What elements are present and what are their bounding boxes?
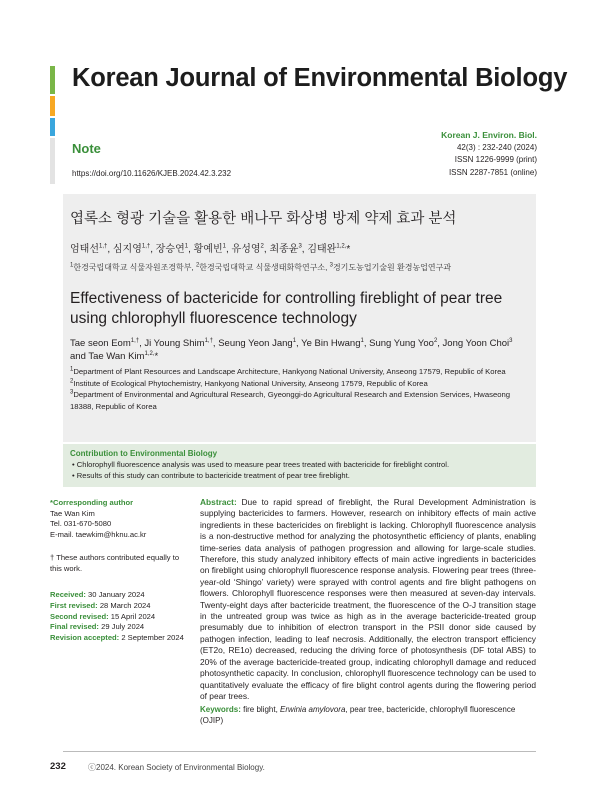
keywords bbox=[200, 704, 536, 726]
equal-contribution-note: † These authors contributed equally to this work. bbox=[50, 552, 180, 573]
doi-link[interactable]: https://doi.org/10.11626/KJEB.2024.42.3.232 bbox=[72, 169, 232, 178]
date-row bbox=[50, 633, 190, 644]
journal-abbrev: Korean J. Environ. Biol. bbox=[441, 130, 537, 140]
date-value: 28 March 2024 bbox=[99, 600, 151, 610]
copyright: ⓒ2024. Korean Society of Environmental Biology. bbox=[88, 763, 265, 772]
issn-print: ISSN 1226-9999 (print) bbox=[454, 155, 537, 165]
contribution-item: • Chlorophyll fluorescence analysis was used to measure pear trees treated with bactericide for fireblight control. bbox=[72, 460, 449, 471]
date-row bbox=[50, 622, 190, 633]
korean-affiliations: $^1$한경국립대학교 식물자원조경학부, $^2$한경국립대학교 식물생태화학연구소, $^3$경기도농업기술원 환경농업연구과 bbox=[70, 262, 452, 272]
date-row bbox=[50, 590, 190, 601]
date-value: 29 July 2024 bbox=[101, 622, 145, 632]
citation-block bbox=[441, 129, 537, 179]
volume-info: 42(3) : 232-240 (2024) bbox=[456, 142, 537, 152]
date-label: Second revised: bbox=[50, 611, 109, 621]
korean-authors: 엄태선$^{1,\dagger}$, 심지영$^{1,\dagger}$, 장승연$^1$, 황예빈$^1$, 유성영$^2$, 최종윤$^3$, 김태완$^{1,2,}$* bbox=[70, 243, 351, 255]
abstract-label: Abstract: bbox=[200, 497, 237, 507]
color-bar-grey bbox=[50, 138, 55, 184]
date-row bbox=[50, 601, 190, 612]
dates-block bbox=[50, 590, 190, 644]
page-number: 232 bbox=[50, 761, 66, 772]
issn-online: ISSN 2287-7851 (online) bbox=[448, 167, 537, 177]
date-label: First revised: bbox=[50, 600, 98, 610]
corresponding-name: Tae Wan Kim bbox=[50, 508, 95, 518]
date-label: Final revised: bbox=[50, 622, 99, 632]
abstract-text: Due to rapid spread of fireblight, the Rural Development Administration is supplying bactericides to farmers. However, research on inhibitory effects of main active ingredients in these bactericides on fireblight is lacking. Chlorophyll fluorescence analysis is a non-destructive method for analyzing the photosynthetic efficiency of plants, enabling time-series data analysis of pathogen progression and allowing for large-scale studies. Therefore, this study analyzed inhibitory effects of main active ingredients in bactericides on fireblight using chlorophyll fluorescence response analysis. Flowering pear trees (three-year-old ‘Shingo’ variety) were sprayed with control agents and fire blight pathogens on flowers. Chlorophyll fluorescence responses were then measured at seven-day intervals. Twenty-eight days after bactericide treatment, the fluorescence of the O-J transition stage in the untreated group was twice as high as in the average bactericide-treated group presumably due to inhibition of electron transport in the PSII donor side caused by pathogen infection, leading to leaf necrosis. Additionally, the electron transport efficiency (ET2o, RE1o) decreased, reducing the driving force of photosynthesis (DF total ABS) to 20% of the average bactericide-treated group, indicating chlorophyll damage and reduced photosynthetic capacity. In conclusion, chlorophyll fluorescence technology can be used to quantitatively evaluate the efficacy of fire blight control agents during the flowering period of pear trees. bbox=[200, 497, 536, 701]
corresponding-email[interactable]: E-mail. taewkim@hknu.ac.kr bbox=[50, 530, 147, 540]
date-value: 2 September 2024 bbox=[121, 633, 184, 643]
corresponding-label: *Corresponding author bbox=[50, 498, 134, 507]
article-type: Note bbox=[72, 141, 101, 156]
contribution-item: • Results of this study can contribute to bactericide treatment of pear tree fireblight. bbox=[72, 471, 449, 482]
keywords-label: Keywords: bbox=[200, 705, 241, 714]
date-row bbox=[50, 612, 190, 623]
color-bar-green bbox=[50, 66, 55, 94]
keywords-text: fire blight, Erwinia amylovora, pear tree, bactericide, chlorophyll fluorescence (OJIP) bbox=[200, 705, 516, 725]
abstract bbox=[200, 497, 536, 702]
date-label: Revision accepted: bbox=[50, 633, 120, 643]
corresponding-tel: Tel. 031-670-5080 bbox=[50, 519, 112, 529]
english-affiliations: $^1$Department of Plant Resources and Landscape Architecture, Hankyong National University, Anseong 17579, Republic of Korea $^2$Institute of Ecological Phytochemistry, Hankyong National University, Anseong 17579, Republic of Korea $^3$Department of Environmental and Agricultural Research, Gyeonggi-do Agricultural Research and Extension Services, Hwaseong 18388, Republic of Korea bbox=[70, 366, 511, 411]
contribution-title: Contribution to Environmental Biology bbox=[70, 449, 218, 458]
color-bar-blue bbox=[50, 118, 55, 136]
english-authors: Tae seon Eom$^{1,\dagger}$, Ji Young Shim$^{1,\dagger}$, Seung Yeon Jang$^1$, Ye Bin Hwang$^1$, Sung Yung Yoo$^2$, Jong Yoon Choi$^3$ and Tae Wan Kim$^{1,2,}$* bbox=[70, 337, 513, 362]
contribution-list bbox=[72, 460, 449, 481]
english-title: Effectiveness of bactericide for controlling fireblight of pear tree using chlorophyll fluorescence technology bbox=[70, 290, 503, 327]
sidebar bbox=[50, 498, 190, 644]
date-value: 30 January 2024 bbox=[88, 590, 145, 600]
footer-divider bbox=[63, 751, 536, 752]
journal-title: Korean Journal of Environmental Biology bbox=[72, 64, 568, 92]
korean-title: 엽록소 형광 기술을 활용한 배나무 화상병 방제 약제 효과 분석 bbox=[70, 211, 457, 227]
date-label: Received: bbox=[50, 590, 86, 600]
color-bar-orange bbox=[50, 96, 55, 116]
date-value: 15 April 2024 bbox=[110, 611, 156, 621]
